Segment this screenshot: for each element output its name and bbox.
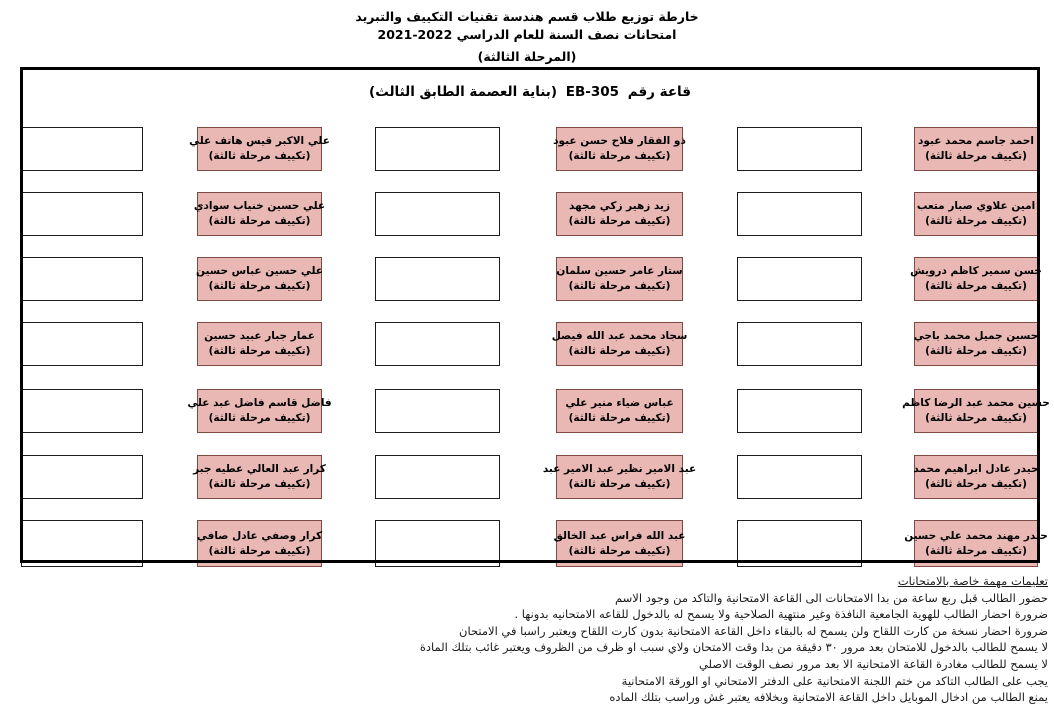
seat-box-student [187, 389, 332, 433]
student-name: فاضل قاسم فاضل عبد علي [187, 397, 332, 409]
student-stage: (تكييف مرحلة ثالثة) [568, 345, 671, 357]
seat-box-empty [375, 127, 500, 171]
building-label: (بناية العصمة الطابق الثالث) [369, 84, 558, 100]
student-name: حيدر عادل ابراهيم محمد [913, 463, 1039, 475]
hall-border [20, 67, 1040, 563]
seat-box-student [551, 322, 688, 366]
student-stage: (تكييف مرحلة ثالثة) [208, 544, 311, 557]
instruction-lines [8, 590, 1048, 706]
student-name: احمد جاسم محمد عبود [918, 135, 1034, 147]
student-name: عبد الامير نظير عبد الامير عبد [542, 463, 697, 475]
student-stage: (تكييف مرحلة ثالثة) [208, 280, 311, 292]
student-stage: (تكييف مرحلة ثالثة) [208, 345, 311, 357]
seat-box-empty [375, 257, 500, 301]
room-label: قاعة رقم [627, 84, 691, 100]
exam-instructions [8, 573, 1048, 706]
seat-box-empty [21, 455, 143, 499]
seat-box-student [556, 257, 683, 301]
seat-box-student [910, 257, 1042, 301]
seat-box-student [542, 455, 697, 499]
instruction-line: لا يسمح للطالب مغادرة القاعة الامتحانية الا بعد مرور نصف الوقت الاصلي [698, 656, 1048, 671]
seat-box-empty [375, 192, 500, 236]
seat-box-empty [21, 127, 143, 171]
student-name: علي حسين عباس حسين [196, 265, 323, 277]
instruction-line: يمنع الطالب من ادخال الموبايل داخل القاعة الامتحانية وبخلافه يعتبر غش وراسب بتلك الماده [609, 690, 1048, 705]
seat-box-student [197, 520, 322, 567]
document-title [0, 8, 1054, 66]
student-stage: (تكييف مرحلة ثالثة) [568, 150, 671, 162]
room-number: EB-305 [565, 84, 620, 100]
title-line-stage: (المرحلة الثالثة) [477, 49, 577, 64]
instruction-line: ضرورة احضار الطالب للهوية الجامعية النافذة وغير منتهية الصلاحية ولا يسمح له بالدخول للقاعه الامتحانيه بدونها . [514, 607, 1048, 622]
student-name: علي حسين خنياب سوادي [193, 200, 326, 212]
student-stage: (تكييف مرحلة ثالثة) [925, 280, 1027, 292]
seat-box-empty [737, 520, 862, 567]
student-stage: (تكييف مرحلة ثالثة) [925, 478, 1027, 490]
seat-box-student [197, 322, 322, 366]
title-line-department: خارطة توزيع طلاب قسم هندسة تقنيات التكييف والتبريد [355, 9, 699, 24]
seat-box-empty [737, 455, 862, 499]
seat-box-student [914, 127, 1038, 171]
instruction-line: حضور الطالب قبل ربع ساعة من بدا الامتحانات الى القاعة الامتحانية والتاكد من وجود الاسم [615, 590, 1048, 605]
student-name: حسن سمير كاظم درويش [910, 265, 1042, 277]
seat-box-empty [21, 520, 143, 567]
seat-box-empty [21, 257, 143, 301]
student-name: ذو الفقار فلاح حسن عبود [553, 135, 686, 147]
student-stage: (تكييف مرحلة ثالثة) [208, 215, 311, 227]
instructions-heading: تعليمات مهمة خاصة بالامتحانات [897, 574, 1048, 588]
seat-box-empty [737, 127, 862, 171]
student-stage: (تكييف مرحلة ثالثة) [925, 150, 1027, 162]
student-stage: (تكييف مرحلة ثالثة) [568, 544, 671, 557]
seat-box-empty [375, 389, 500, 433]
student-stage: (تكييف مرحلة ثالثة) [568, 215, 671, 227]
student-name: علي الاكبر قيس هاتف علي [189, 135, 330, 147]
student-name: كرار عبد العالي عطيه جبر [193, 463, 326, 475]
seat-box-student [914, 192, 1038, 236]
student-name: عبد الله فراس عبد الخالق [553, 529, 686, 542]
student-stage: (تكييف مرحلة ثالثة) [568, 478, 671, 490]
student-stage: (تكييف مرحلة ثالثة) [568, 412, 671, 424]
seat-box-empty [737, 257, 862, 301]
seat-box-empty [737, 322, 862, 366]
seat-box-student [904, 520, 1048, 567]
seat-box-empty [21, 192, 143, 236]
seat-box-student [553, 520, 686, 567]
student-name: عمار جبار عبيد حسين [204, 330, 315, 342]
student-name: كرار وصفي عادل صافي [196, 529, 323, 542]
seat-box-empty [21, 322, 143, 366]
student-name: حيدر مهند محمد علي حسين [904, 529, 1048, 542]
seat-box-student [553, 127, 686, 171]
seat-box-student [189, 127, 330, 171]
exam-hall-box [20, 67, 1050, 563]
student-stage: (تكييف مرحلة ثالثة) [925, 345, 1027, 357]
student-stage: (تكييف مرحلة ثالثة) [568, 280, 671, 292]
student-name: حسين محمد عبد الرضا كاظم [902, 397, 1050, 409]
student-name: عباس ضياء منير علي [565, 397, 674, 409]
seat-box-student [914, 322, 1038, 366]
seat-box-student [914, 455, 1038, 499]
student-name: امين علاوي صبار متعب [916, 200, 1036, 212]
instruction-line: ضرورة احضار نسخة من كارت اللقاح ولن يسمح له بالبقاء داخل القاعة الامتحانية بدون كارت اللقاح ويعتبر راسبا في الامتحان [459, 623, 1048, 638]
seat-box-student [193, 455, 326, 499]
student-stage: (تكييف مرحلة ثالثة) [925, 215, 1027, 227]
seat-box-empty [375, 520, 500, 567]
seat-box-empty [375, 322, 500, 366]
student-stage: (تكييف مرحلة ثالثة) [208, 150, 311, 162]
student-name: ستار عامر حسين سلمان [556, 265, 683, 277]
seat-box-empty [21, 389, 143, 433]
student-stage: (تكييف مرحلة ثالثة) [208, 412, 311, 424]
student-stage: (تكييف مرحلة ثالثة) [925, 544, 1027, 557]
seat-box-empty [737, 389, 862, 433]
instruction-line: يجب على الطالب التاكد من ختم اللجنة الامتحانية على الدفتر الامتحاني او الورقة الامتحانية [621, 673, 1048, 688]
hall-header [20, 84, 1040, 100]
student-stage: (تكييف مرحلة ثالثة) [208, 478, 311, 490]
student-name: سجاد محمد عبد الله فيصل [551, 330, 688, 342]
seat-box-empty [737, 192, 862, 236]
student-stage: (تكييف مرحلة ثالثة) [925, 412, 1027, 424]
seat-box-empty [375, 455, 500, 499]
seat-box-student [193, 192, 326, 236]
student-name: زيد زهير زكي مجهد [569, 200, 671, 212]
seat-box-student [197, 257, 322, 301]
seat-box-student [902, 389, 1050, 433]
title-line-exam-year: امتحانات نصف السنة للعام الدراسي 2022-2021 [377, 27, 677, 42]
seat-box-student [556, 192, 683, 236]
instruction-line: لا يسمح للطالب بالدخول للامتحان بعد مرور ٣٠ دقيقة من بدا وقت الامتحان ولاي سبب او ظرف من الظروف ويعتبر غائب بتلك المادة [419, 640, 1048, 655]
student-name: حسين جميل محمد باجي [913, 330, 1039, 342]
seat-box-student [556, 389, 683, 433]
